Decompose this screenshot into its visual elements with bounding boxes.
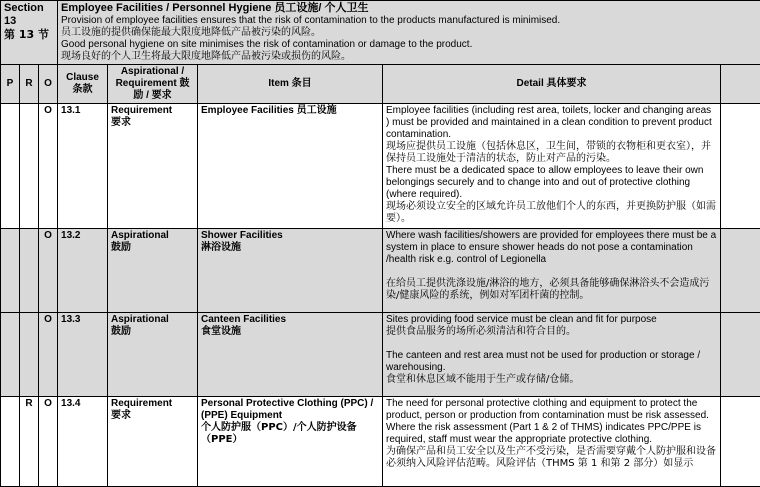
type-label: Aspirational [111, 314, 194, 326]
detail-line: There must be a dedicated space to allow employees to leave their own belongings securely and to change into and out of protective clothing (where required). [386, 165, 717, 201]
cell-r [20, 104, 39, 229]
cell-p [1, 397, 20, 487]
type-label: Requirement [111, 105, 194, 117]
cell-item [198, 313, 383, 397]
cell-extra [721, 229, 760, 313]
cell-extra [721, 313, 760, 397]
cell-detail [383, 229, 721, 313]
cell-extra [721, 397, 760, 487]
cell-extra [721, 104, 760, 229]
cell-clause: 13.1 [58, 104, 108, 229]
detail-line: 提供食品服务的场所必须清洁和符合目的。 [386, 326, 717, 338]
section-label: Section 13 [4, 2, 54, 28]
column-header-row [1, 65, 760, 104]
cell-r: R [20, 397, 39, 487]
type-label-cn: 要求 [111, 117, 194, 129]
section-intro-line: Provision of employee facilities ensures that the risk of contamination to the products manufactured is minimised. [61, 15, 757, 27]
cell-clause: 13.4 [58, 397, 108, 487]
cell-p [1, 229, 20, 313]
header-p: P [1, 65, 20, 104]
detail-line: 在给员工提供洗涤设施/淋浴的地方，必须具备能够确保淋浴头不会造成污染/健康风险的系统，例如对军团杆菌的控制。 [386, 278, 717, 302]
cell-detail [383, 397, 721, 487]
item-label: Canteen Facilities [201, 314, 379, 326]
cell-detail [383, 313, 721, 397]
cell-type [108, 397, 198, 487]
section-title: Employee Facilities / Personnel Hygiene 员工设施/ 个人卫生 [61, 2, 757, 15]
detail-line: Where wash facilities/showers are provided for employees there must be a system in place to ensure shower heads do not pose a contamination /health risk e.g. control of Legionella [386, 230, 717, 266]
detail-spacer [386, 266, 717, 278]
cell-clause: 13.3 [58, 313, 108, 397]
cell-item [198, 229, 383, 313]
detail-line: The canteen and rest area must not be used for production or storage / warehousing. [386, 350, 717, 374]
section-intro-cell [58, 1, 760, 65]
header-o: O [39, 65, 58, 104]
type-label-cn: 鼓励 [111, 242, 194, 254]
cell-r [20, 229, 39, 313]
header-extra [721, 65, 760, 104]
cell-r [20, 313, 39, 397]
header-detail: Detail 具体要求 [383, 65, 721, 104]
cell-o: O [39, 229, 58, 313]
type-label-cn: 要求 [111, 410, 194, 422]
cell-type [108, 229, 198, 313]
item-label: Employee Facilities 员工设施 [201, 105, 379, 117]
detail-line: The need for personal protective clothing and equipment to protect the product, person or production from contamination must be risk assessed. Where the risk assessment (Part 1 & 2 of THMS) indicates PPC/PPE is required, staff must wear the appropriate protective clothing. [386, 398, 717, 446]
cell-o: O [39, 397, 58, 487]
type-label: Requirement [111, 398, 194, 410]
detail-line: 现场应提供员工设施（包括休息区，卫生间，带锁的衣物柜和更衣室），并保持员工设施处于清洁的状态，防止对产品的污染。 [386, 141, 717, 165]
cell-type [108, 313, 198, 397]
item-label-cn: 食堂设施 [201, 326, 379, 338]
header-r: R [20, 65, 39, 104]
detail-line: 为确保产品和员工安全以及生产不受污染，是否需要穿戴个人防护服和设备必须纳入风险评估范畴。风险评估（THMS 第 1 和第 2 部分）如显示 [386, 446, 717, 470]
cell-item [198, 104, 383, 229]
detail-spacer [386, 338, 717, 350]
section-header-row [1, 1, 760, 65]
cell-type [108, 104, 198, 229]
section-intro-line: 员工设施的提供确保能最大限度地降低产品被污染的风险。 [61, 27, 757, 39]
cell-clause: 13.2 [58, 229, 108, 313]
section-intro-line: Good personal hygiene on site minimises the risk of contamination or damage to the product. [61, 39, 757, 51]
detail-line: Employee facilities (including rest area, toilets, locker and changing areas ) must be provided and maintained in a clean condition to prevent product contamination. [386, 105, 717, 141]
detail-line: Sites providing food service must be clean and fit for purpose [386, 314, 717, 326]
detail-line: 食堂和休息区域不能用于生产或存储/仓储。 [386, 374, 717, 386]
table-row [1, 313, 760, 397]
section-intro-line: 现场良好的个人卫生将最大限度地降低产品被污染或损伤的风险。 [61, 51, 757, 63]
item-label-cn: 个人防护服（PPC）/个人防护设备（PPE） [201, 422, 379, 446]
header-aspirational: Aspirational / Requirement 鼓励 / 要求 [108, 65, 198, 104]
cell-detail [383, 104, 721, 229]
section-label-cn: 第 13 节 [4, 28, 54, 41]
item-label-cn: 淋浴设施 [201, 242, 379, 254]
table-row [1, 229, 760, 313]
section-label-cell [1, 1, 58, 65]
detail-line: 现场必须设立安全的区域允许员工放他们个人的东西，并更换防护服（如需要）。 [386, 201, 717, 225]
type-label-cn: 鼓励 [111, 326, 194, 338]
header-item: Item 条目 [198, 65, 383, 104]
type-label: Aspirational [111, 230, 194, 242]
table-row [1, 104, 760, 229]
cell-o: O [39, 104, 58, 229]
header-clause: Clause 条款 [58, 65, 108, 104]
table-row [1, 397, 760, 487]
cell-item [198, 397, 383, 487]
cell-p [1, 104, 20, 229]
cell-o: O [39, 313, 58, 397]
item-label: Personal Protective Clothing (PPC) / (PPE) Equipment [201, 398, 379, 422]
item-label: Shower Facilities [201, 230, 379, 242]
cell-p [1, 313, 20, 397]
